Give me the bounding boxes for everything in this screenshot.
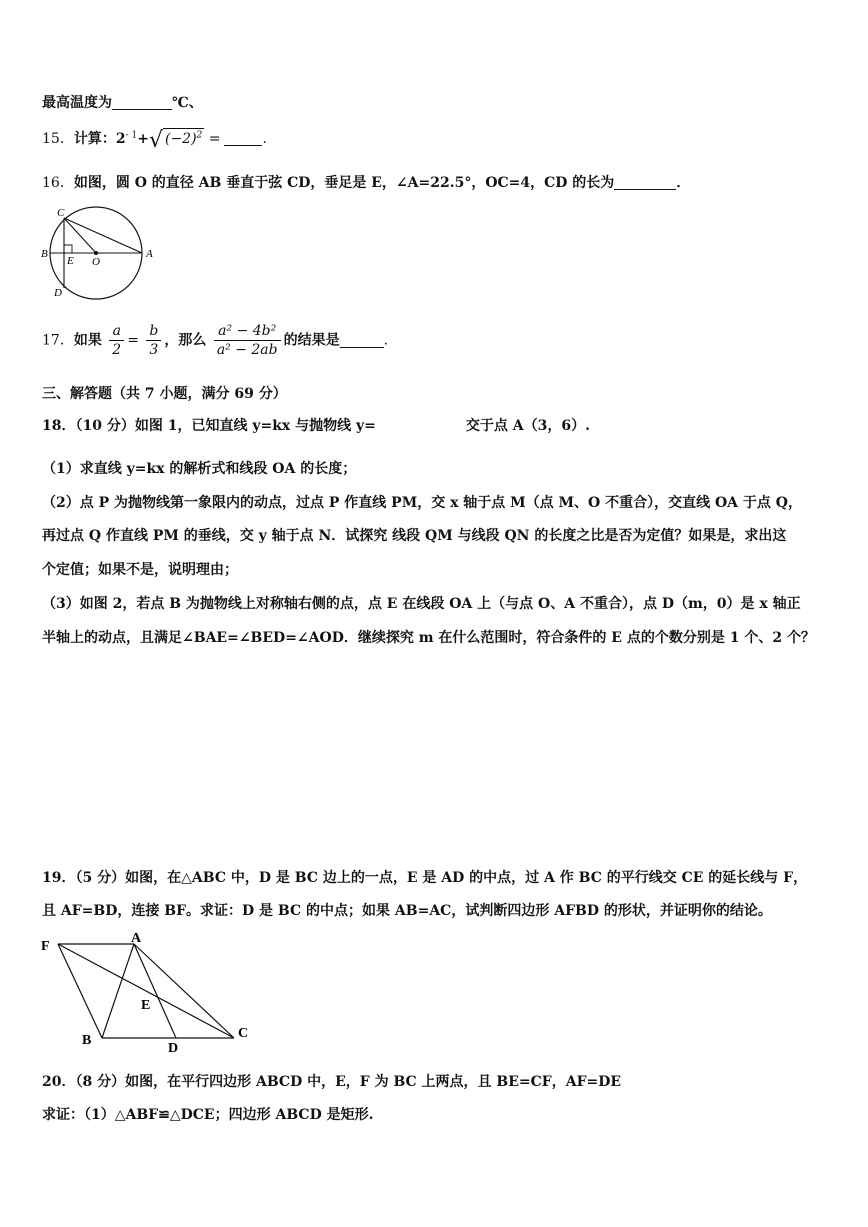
q18-part2-line2: 再过点 Q 作直线 PM 的垂线，交 y 轴于点 N．试探究 线段 QM 与线段 QN 的长度之比是否为定值？如果是，求出这 xyxy=(42,528,787,544)
label-o: O xyxy=(92,256,100,268)
label-f: F xyxy=(41,939,50,954)
question-15: 15．计算：$2^{- 1}+√$ $(-2)^2$ = ． xyxy=(42,128,277,153)
label-c: C xyxy=(57,207,65,219)
answer-blank xyxy=(112,95,172,110)
question-20-line2: 求证：（1）△ABF≌△DCE；四边形 ABCD 是矩形. xyxy=(42,1107,374,1123)
question-19-line2: 且 AF=BD，连接 BF。求证：D 是 BC 的中点；如果 AB=AC，试判断四边形 AFBD 的形状，并证明你的结论。 xyxy=(42,903,772,919)
q18-part3-line2: 半轴上的动点，且满足∠BAE=∠BED=∠AOD．继续探究 m 在什么范围时，符合条件的 E 点的个数分别是 1 个、2 个？ xyxy=(42,630,815,646)
fraction-a-over-2: $\frac{a}{2}$ xyxy=(109,322,124,359)
label-e: E xyxy=(67,255,74,267)
label-e: E xyxy=(141,998,151,1013)
fraction-b-over-3: $\frac{b}{3}$ xyxy=(146,322,161,359)
circle-figure xyxy=(40,200,160,304)
label-c: C xyxy=(238,1026,249,1041)
center-dot xyxy=(94,251,98,255)
q18-part3-line1: （3）如图 2，若点 B 为抛物线上对称轴右侧的点，点 E 在线段 OA 上（与点 O、A 不重合），点 D（m，0）是 x 轴正 xyxy=(42,596,801,612)
segment-ab xyxy=(102,944,134,1038)
q18-part1: （1）求直线 y=kx 的解析式和线段 OA 的长度； xyxy=(42,461,357,477)
segment-fc xyxy=(58,944,234,1038)
question-17: 17．如果 $\frac{a}{2}$ = $\frac{b}{3}$ ，那么 $\frac{\text{a² − 4b²}}{\text{a² − 2ab}}$ 的结果是 . xyxy=(42,323,389,358)
label-d: D xyxy=(168,1041,179,1056)
label-a: A xyxy=(146,248,153,260)
question-19-line1: 19．（5 分）如图，在△ABC 中，D 是 BC 边上的一点，E 是 AD 的中点，过 A 作 BC 的平行线交 CE 的延长线与 F， xyxy=(42,870,808,886)
radicand: $(-2)^2$ xyxy=(163,128,204,147)
label-b: B xyxy=(82,1033,92,1048)
question-16: 16．如图，圆 O 的直径 AB 垂直于弦 CD，垂足是 E，∠A=22.5°，OC=4，CD 的长为 ． xyxy=(42,175,691,191)
q18-part2-line3: 个定值；如果不是，说明理由； xyxy=(42,562,238,578)
segment-ad xyxy=(134,944,176,1038)
answer-blank xyxy=(614,175,676,190)
parallelogram-figure xyxy=(38,928,258,1056)
q14-tail: 最高温度为 ℃、 xyxy=(42,95,203,111)
question-20-line1: 20．（8 分）如图，在平行四边形 ABCD 中，E，F 为 BC 上两点，且 BE=CF，AF=DE xyxy=(42,1074,622,1090)
sqrt-sign: √ xyxy=(148,128,163,153)
segment-oc xyxy=(64,218,96,253)
section-heading: 三、解答题（共 7 小题，满分 69 分） xyxy=(42,386,287,402)
question-18-line1: 18．（10 分）如图 1，已知直线 y=kx 与抛物线 y= 交于点 A（3，6）. xyxy=(42,418,590,434)
label-d: D xyxy=(54,287,62,299)
answer-blank xyxy=(340,333,384,348)
fraction-expression: $\frac{\text{a² − 4b²}}{\text{a² − 2ab}}$ xyxy=(214,322,281,359)
label-b: B xyxy=(41,248,48,260)
right-angle-mark xyxy=(64,245,72,253)
q18-part2-line1: （2）点 P 为抛物线第一象限内的动点，过点 P 作直线 PM，交 x 轴于点 M（点 M、O 不重合），交直线 OA 于点 Q， xyxy=(42,495,802,511)
label-a: A xyxy=(131,931,142,946)
segment-fb xyxy=(58,944,102,1038)
answer-blank xyxy=(224,131,262,146)
segment-ac xyxy=(134,944,234,1038)
